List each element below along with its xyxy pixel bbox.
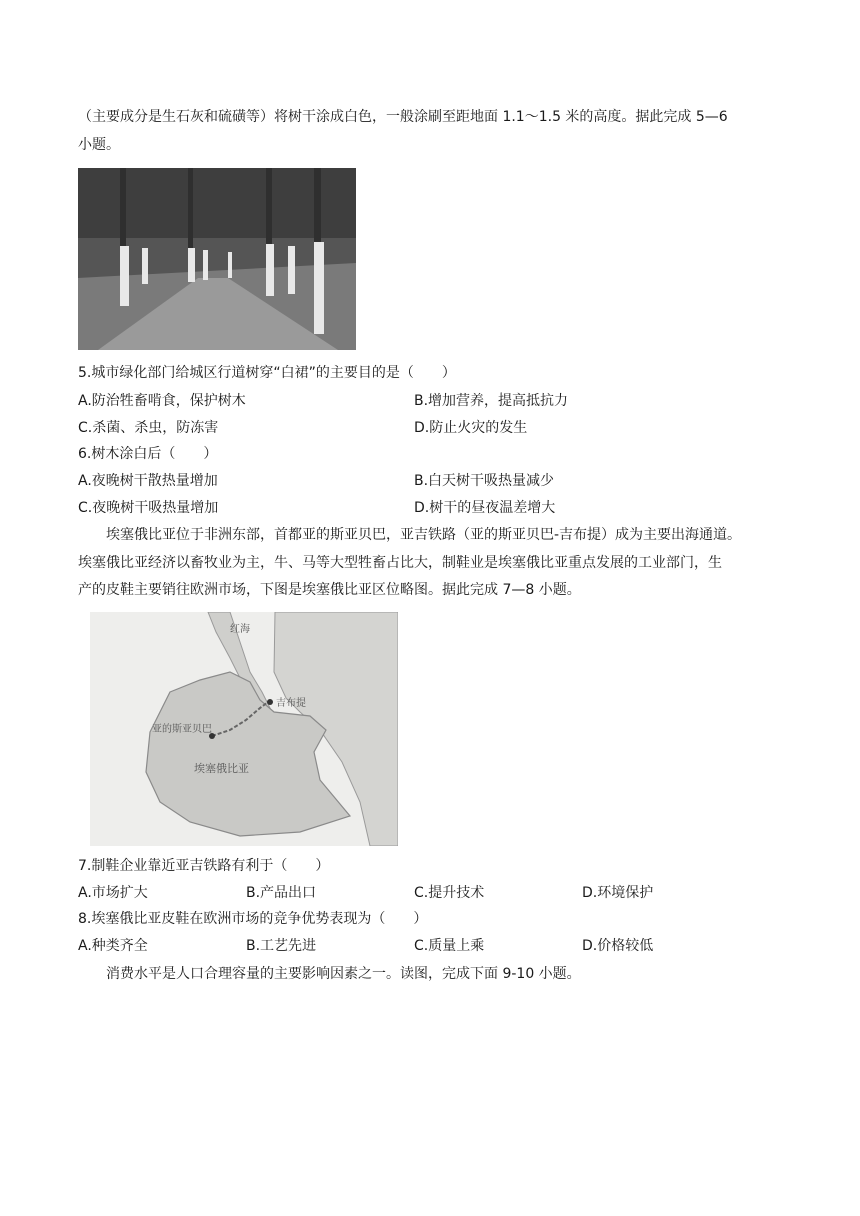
q7-option-b: B.产品出口 [246,885,317,901]
q8-option-a: A.种类齐全 [78,938,148,954]
map-label-country: 埃塞俄比亚 [194,762,249,775]
q6-option-c: C.夜晚树干吸热量增加 [78,500,219,516]
q5-option-d: D.防止火灾的发生 [414,420,528,436]
q6-stem: 6.树木涂白后（ ） [78,446,218,462]
q8-stem: 8.埃塞俄比亚皮鞋在欧洲市场的竞争优势表现为（ ） [78,911,428,927]
passage2-line-3: 产的皮鞋主要销往欧洲市场，下图是埃塞俄比亚区位略图。据此完成 7—8 小题。 [78,582,581,598]
q8-option-b: B.工艺先进 [246,938,317,954]
q7-option-a: A.市场扩大 [78,885,148,901]
passage2-line-2: 埃塞俄比亚经济以畜牧业为主，牛、马等大型牲畜占比大，制鞋业是埃塞俄比亚重点发展的工业部门，生 [78,555,722,571]
q8-option-c: C.质量上乘 [414,938,485,954]
map-label-capital: 亚的斯亚贝巴 [152,724,212,735]
q6-option-a: A.夜晚树干散热量增加 [78,473,218,489]
map-label-djibouti: 吉布提 [276,698,306,709]
intro-line-1: （主要成分是生石灰和硫磺等）将树干涂成白色，一般涂刷至距地面 1.1～1.5 米的高度。据此完成 5—6 [78,109,728,125]
ethiopia-location-map [90,612,398,846]
q7-option-c: C.提升技术 [414,885,485,901]
q5-stem: 5.城市绿化部门给城区行道树穿“白裙”的主要目的是（ ） [78,365,456,381]
q7-option-d: D.环境保护 [582,885,654,901]
intro-line-2: 小题。 [78,137,120,153]
q5-option-b: B.增加营养，提高抵抗力 [414,393,569,409]
whitewashed-trees-photo [78,168,356,350]
map-label-sea: 红海 [230,624,250,635]
trees-illustration [78,168,356,350]
q6-option-d: D.树干的昼夜温差增大 [414,500,556,516]
q5-option-a: A.防治牲畜啃食，保护树木 [78,393,246,409]
passage2-line-1: 埃塞俄比亚位于非洲东部，首都亚的斯亚贝巴，亚吉铁路（亚的斯亚贝巴-吉布提）成为主要出海通道。 [106,527,742,543]
q5-option-c: C.杀菌、杀虫，防冻害 [78,420,219,436]
q6-option-b: B.白天树干吸热量减少 [414,473,555,489]
passage3-line-1: 消费水平是人口合理容量的主要影响因素之一。读图，完成下面 9-10 小题。 [106,966,581,982]
q8-option-d: D.价格较低 [582,938,654,954]
map-illustration [90,612,398,846]
q7-stem: 7.制鞋企业靠近亚吉铁路有利于（ ） [78,858,330,874]
